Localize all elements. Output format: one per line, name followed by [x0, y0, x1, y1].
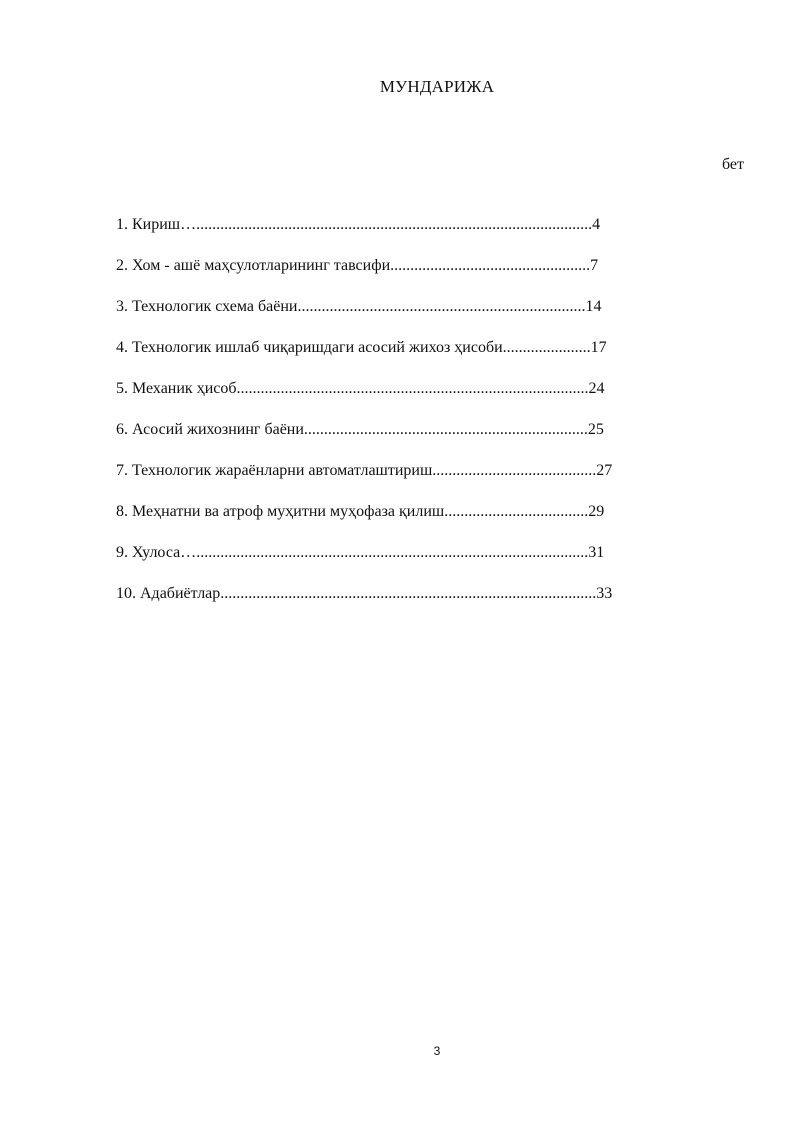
toc-entry-raw-materials: 2. Хом - ашё маҳсулотларининг тавсифи..................................................7	[116, 257, 599, 274]
page-title: МУНДАРИЖА	[379, 77, 495, 96]
toc-entry-main-equipment: 6. Асосий жихознинг баёни.......................................................................25	[116, 421, 604, 438]
table-of-contents	[116, 212, 716, 622]
toc-entry-conclusion: 9. Хулоса…..................................................................................................31	[116, 544, 605, 561]
toc-entry-references: 10. Адабиётлар..............................................................................................33	[116, 585, 613, 602]
toc-entry-introduction: 1. Кириш…...................................................................................................4	[116, 216, 601, 233]
toc-entry-equipment-calculation: 4. Технологик ишлаб чиқаришдаги асосий жихоз ҳисоби......................17	[116, 339, 607, 356]
toc-entry-safety: 8. Меҳнатни ва атроф муҳитни муҳофаза қилиш....................................29	[116, 503, 605, 520]
toc-entry-process-scheme: 3. Технологик схема баёни........................................................................14	[116, 298, 602, 315]
toc-entry-automation: 7. Технологик жараёнларни автоматлаштириш.........................................27	[116, 462, 613, 479]
page-number: 3	[433, 1044, 441, 1058]
toc-entry-mechanical-calculation: 5. Механик ҳисоб........................................................................................24	[116, 380, 605, 397]
page-column-label: бет	[722, 156, 745, 173]
